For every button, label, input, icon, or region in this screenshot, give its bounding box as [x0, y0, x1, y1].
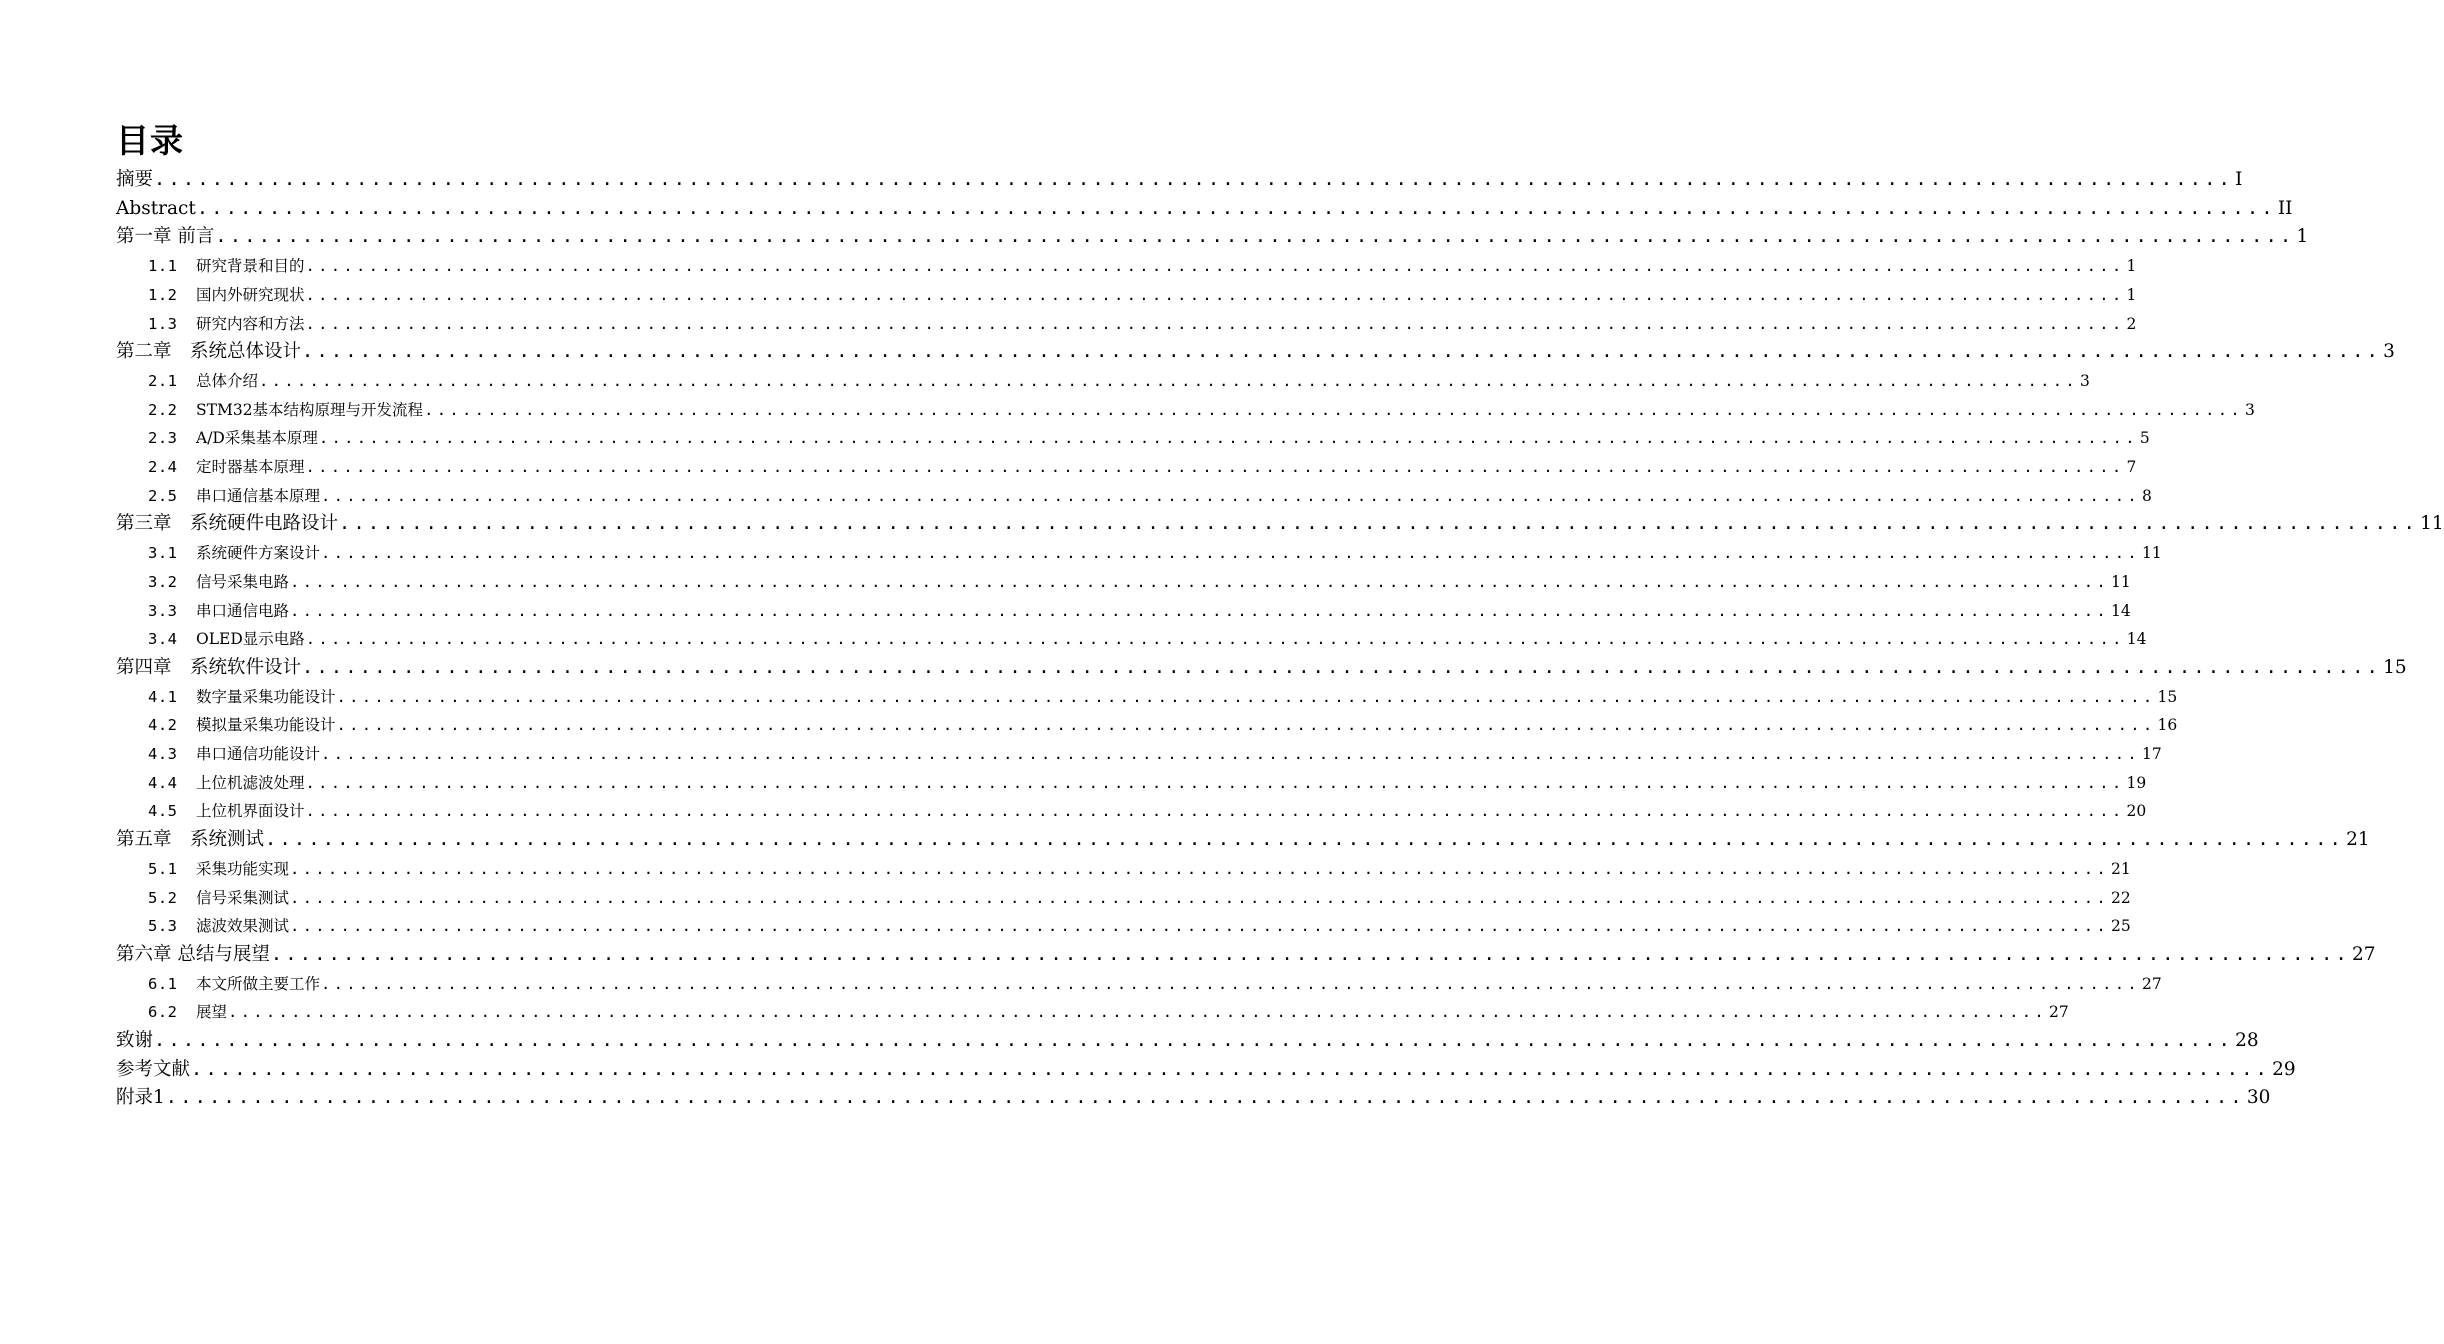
- toc-entry-number: 5.3: [148, 917, 178, 935]
- toc-entry-page-number: 28: [2235, 1030, 2259, 1051]
- toc-section-entry[interactable]: [148, 453, 2137, 481]
- toc-entry-page-number: II: [2277, 198, 2293, 219]
- toc-entry-label: 第二章 系统总体设计: [116, 341, 302, 362]
- toc-entry-number: 2.2: [148, 401, 178, 419]
- toc-entry-label: 第一章 前言: [116, 226, 215, 247]
- toc-entry-label: 致谢: [116, 1030, 154, 1051]
- toc-dot-leader: ................................................................................................................................................: [321, 544, 2140, 562]
- toc-section-entry[interactable]: [148, 884, 2131, 912]
- toc-entry-number: 4.5: [148, 802, 178, 820]
- toc-entry-label: Abstract: [116, 198, 196, 219]
- toc-section-entry[interactable]: [148, 539, 2162, 567]
- toc-chapter-entry[interactable]: [116, 338, 2395, 366]
- toc-entry-number: 2.3: [148, 429, 178, 447]
- toc-entry-label: 系统硬件方案设计: [196, 544, 321, 562]
- toc-entry-page-number: 16: [2157, 716, 2178, 734]
- toc-entry-page-number: 22: [2111, 889, 2131, 907]
- toc-dot-leader: ................................................................................................................................................: [290, 860, 2109, 878]
- toc-dot-leader: ................................................................................................................................................: [154, 169, 2234, 190]
- toc-chapter-entry[interactable]: [116, 654, 2407, 682]
- toc-chapter-entry[interactable]: [116, 195, 2293, 223]
- toc-entry-page-number: 15: [2383, 657, 2407, 678]
- toc-entry-number: 4.2: [148, 716, 178, 734]
- toc-entry-page-number: 15: [2157, 688, 2178, 706]
- toc-dot-leader: ................................................................................................................................................: [191, 1059, 2271, 1080]
- toc-dot-leader: ................................................................................................................................................: [290, 889, 2109, 907]
- toc-entry-number: 2.1: [148, 372, 178, 390]
- toc-dot-leader: ................................................................................................................................................: [336, 688, 2156, 706]
- toc-entry-page-number: 3: [2245, 401, 2255, 419]
- toc-entry-number: 6.2: [148, 1003, 178, 1021]
- toc-entry-label: 滤波效果测试: [196, 917, 290, 935]
- toc-entry-page-number: 17: [2142, 745, 2162, 763]
- toc-entry-page-number: 25: [2111, 917, 2131, 935]
- toc-section-entry[interactable]: [148, 597, 2131, 625]
- toc-dot-leader: ................................................................................................................................................: [339, 513, 2419, 534]
- toc-section-entry[interactable]: [148, 912, 2131, 940]
- toc-dot-leader: ................................................................................................................................................: [302, 341, 2382, 362]
- toc-entry-page-number: 29: [2272, 1059, 2296, 1080]
- toc-dot-leader: ................................................................................................................................................: [228, 1003, 2047, 1021]
- toc-entry-number: 4.4: [148, 774, 178, 792]
- toc-section-entry[interactable]: [148, 998, 2069, 1026]
- toc-entry-label: 串口通信功能设计: [196, 745, 321, 763]
- toc-entry-label: OLED显示电路: [196, 630, 305, 648]
- toc-entry-number: 1.2: [148, 286, 178, 304]
- toc-entry-page-number: 3: [2383, 341, 2395, 362]
- toc-entry-label: 模拟量采集功能设计: [196, 716, 336, 734]
- toc-section-entry[interactable]: [148, 424, 2150, 452]
- toc-chapter-entry[interactable]: [116, 1056, 2296, 1084]
- toc-entry-label: 本文所做主要工作: [196, 975, 321, 993]
- toc-dot-leader: ................................................................................................................................................: [154, 1030, 2234, 1051]
- toc-entry-number: 1.3: [148, 315, 178, 333]
- toc-dot-leader: ................................................................................................................................................: [336, 716, 2156, 734]
- toc-section-entry[interactable]: [148, 367, 2090, 395]
- toc-section-entry[interactable]: [148, 855, 2131, 883]
- toc-entry-page-number: 11: [2111, 573, 2131, 591]
- toc-dot-leader: ................................................................................................................................................: [321, 745, 2140, 763]
- toc-entry-page-number: 21: [2111, 860, 2131, 878]
- toc-dot-leader: ................................................................................................................................................: [305, 286, 2125, 304]
- toc-section-entry[interactable]: [148, 396, 2255, 424]
- toc-entry-number: 3.1: [148, 544, 178, 562]
- toc-entry-number: 2.4: [148, 458, 178, 476]
- toc-dot-leader: ................................................................................................................................................: [259, 372, 2078, 390]
- toc-entry-number: 4.1: [148, 688, 178, 706]
- toc-entry-page-number: 20: [2126, 802, 2147, 820]
- toc-chapter-entry[interactable]: [116, 510, 2444, 538]
- toc-entry-page-number: 14: [2111, 602, 2131, 620]
- toc-section-entry[interactable]: [148, 568, 2131, 596]
- toc-dot-leader: ................................................................................................................................................: [321, 975, 2140, 993]
- toc-entry-label: 第三章 系统硬件电路设计: [116, 513, 339, 534]
- toc-dot-leader: ................................................................................................................................................: [290, 573, 2109, 591]
- toc-section-entry[interactable]: [148, 252, 2137, 280]
- toc-entry-label: 第五章 系统测试: [116, 829, 265, 850]
- toc-entry-page-number: 30: [2246, 1087, 2271, 1108]
- toc-entry-number: 3.4: [148, 630, 178, 648]
- toc-entry-label: 信号采集测试: [196, 889, 290, 907]
- toc-entry-label: 数字量采集功能设计: [196, 688, 336, 706]
- toc-section-entry[interactable]: [148, 797, 2147, 825]
- toc-entry-label: 国内外研究现状: [196, 286, 305, 304]
- toc-section-entry[interactable]: [148, 281, 2137, 309]
- toc-dot-leader: ................................................................................................................................................: [305, 630, 2125, 648]
- toc-dot-leader: ................................................................................................................................................: [290, 602, 2109, 620]
- toc-dot-leader: ................................................................................................................................................: [305, 257, 2125, 275]
- toc-entry-page-number: 1: [2126, 257, 2137, 275]
- toc-entry-page-number: 1: [2296, 226, 2309, 247]
- toc-entry-number: 2.5: [148, 487, 178, 505]
- toc-entry-page-number: 5: [2139, 429, 2150, 447]
- toc-entry-label: 串口通信电路: [196, 602, 290, 620]
- toc-entry-label: 采集功能实现: [196, 860, 290, 878]
- toc-dot-leader: ................................................................................................................................................: [305, 458, 2125, 476]
- toc-chapter-entry[interactable]: [116, 1084, 2271, 1112]
- toc-entry-number: 4.3: [148, 745, 178, 763]
- toc-entry-page-number: 14: [2126, 630, 2147, 648]
- toc-entry-label: 参考文献: [116, 1059, 191, 1080]
- toc-title: 目录: [116, 121, 184, 160]
- toc-chapter-entry[interactable]: [116, 166, 2243, 194]
- toc-entry-number: 6.1: [148, 975, 178, 993]
- toc-entry-page-number: I: [2235, 169, 2243, 190]
- toc-section-entry[interactable]: [148, 310, 2137, 338]
- toc-entry-number: 3.3: [148, 602, 178, 620]
- toc-dot-leader: ................................................................................................................................................: [196, 198, 2276, 219]
- toc-entry-page-number: 2: [2126, 315, 2137, 333]
- toc-section-entry[interactable]: [148, 625, 2147, 653]
- toc-entry-label: STM32基本结构原理与开发流程: [196, 401, 424, 419]
- toc-entry-label: 附录1: [116, 1087, 165, 1108]
- toc-entry-label: 第六章 总结与展望: [116, 944, 270, 965]
- toc-entry-number: 5.2: [148, 889, 178, 907]
- toc-dot-leader: ................................................................................................................................................: [302, 657, 2382, 678]
- toc-entry-page-number: 27: [2049, 1003, 2069, 1021]
- toc-entry-number: 3.2: [148, 573, 178, 591]
- toc-entry-number: 1.1: [148, 257, 178, 275]
- toc-dot-leader: ................................................................................................................................................: [165, 1087, 2245, 1108]
- toc-dot-leader: ................................................................................................................................................: [305, 802, 2125, 820]
- toc-entry-page-number: 7: [2126, 458, 2137, 476]
- toc-dot-leader: ................................................................................................................................................: [321, 487, 2140, 505]
- toc-entry-page-number: 21: [2346, 829, 2370, 850]
- toc-section-entry[interactable]: [148, 683, 2178, 711]
- toc-entry-page-number: 1: [2126, 286, 2137, 304]
- toc-entry-page-number: 27: [2142, 975, 2162, 993]
- toc-entry-page-number: 27: [2351, 944, 2376, 965]
- toc-entry-page-number: 3: [2080, 372, 2090, 390]
- toc-section-entry[interactable]: [148, 482, 2152, 510]
- toc-dot-leader: ................................................................................................................................................: [318, 429, 2138, 447]
- toc-dot-leader: ................................................................................................................................................: [424, 401, 2244, 419]
- toc-entry-page-number: 8: [2142, 487, 2152, 505]
- toc-dot-leader: ................................................................................................................................................: [305, 774, 2125, 792]
- toc-entry-label: 总体介绍: [196, 372, 259, 390]
- toc-chapter-entry[interactable]: [116, 826, 2370, 854]
- toc-entry-label: 研究背景和目的: [196, 257, 305, 275]
- toc-entry-label: 摘要: [116, 169, 154, 190]
- toc-entry-page-number: 19: [2126, 774, 2147, 792]
- toc-section-entry[interactable]: [148, 970, 2162, 998]
- toc-dot-leader: ................................................................................................................................................: [290, 917, 2109, 935]
- toc-section-entry[interactable]: [148, 740, 2162, 768]
- toc-entry-label: 定时器基本原理: [196, 458, 305, 476]
- toc-entry-label: 串口通信基本原理: [196, 487, 321, 505]
- toc-entry-label: 第四章 系统软件设计: [116, 657, 302, 678]
- toc-section-entry[interactable]: [148, 769, 2147, 797]
- toc-dot-leader: ................................................................................................................................................: [215, 226, 2295, 247]
- toc-entry-label: 上位机滤波处理: [196, 774, 305, 792]
- toc-entry-label: 研究内容和方法: [196, 315, 305, 333]
- toc-section-entry[interactable]: [148, 711, 2178, 739]
- toc-dot-leader: ................................................................................................................................................: [270, 944, 2350, 965]
- toc-chapter-entry[interactable]: [116, 1027, 2259, 1055]
- toc-chapter-entry[interactable]: [116, 223, 2309, 251]
- toc-dot-leader: ................................................................................................................................................: [305, 315, 2125, 333]
- toc-entry-page-number: 11: [2142, 544, 2162, 562]
- toc-entry-label: 展望: [196, 1003, 228, 1021]
- toc-entry-number: 5.1: [148, 860, 178, 878]
- toc-entry-label: 信号采集电路: [196, 573, 290, 591]
- toc-dot-leader: ................................................................................................................................................: [265, 829, 2345, 850]
- toc-chapter-entry[interactable]: [116, 941, 2376, 969]
- toc-entry-label: A/D采集基本原理: [196, 429, 318, 447]
- toc-entry-page-number: 11: [2420, 513, 2444, 534]
- toc-entry-label: 上位机界面设计: [196, 802, 305, 820]
